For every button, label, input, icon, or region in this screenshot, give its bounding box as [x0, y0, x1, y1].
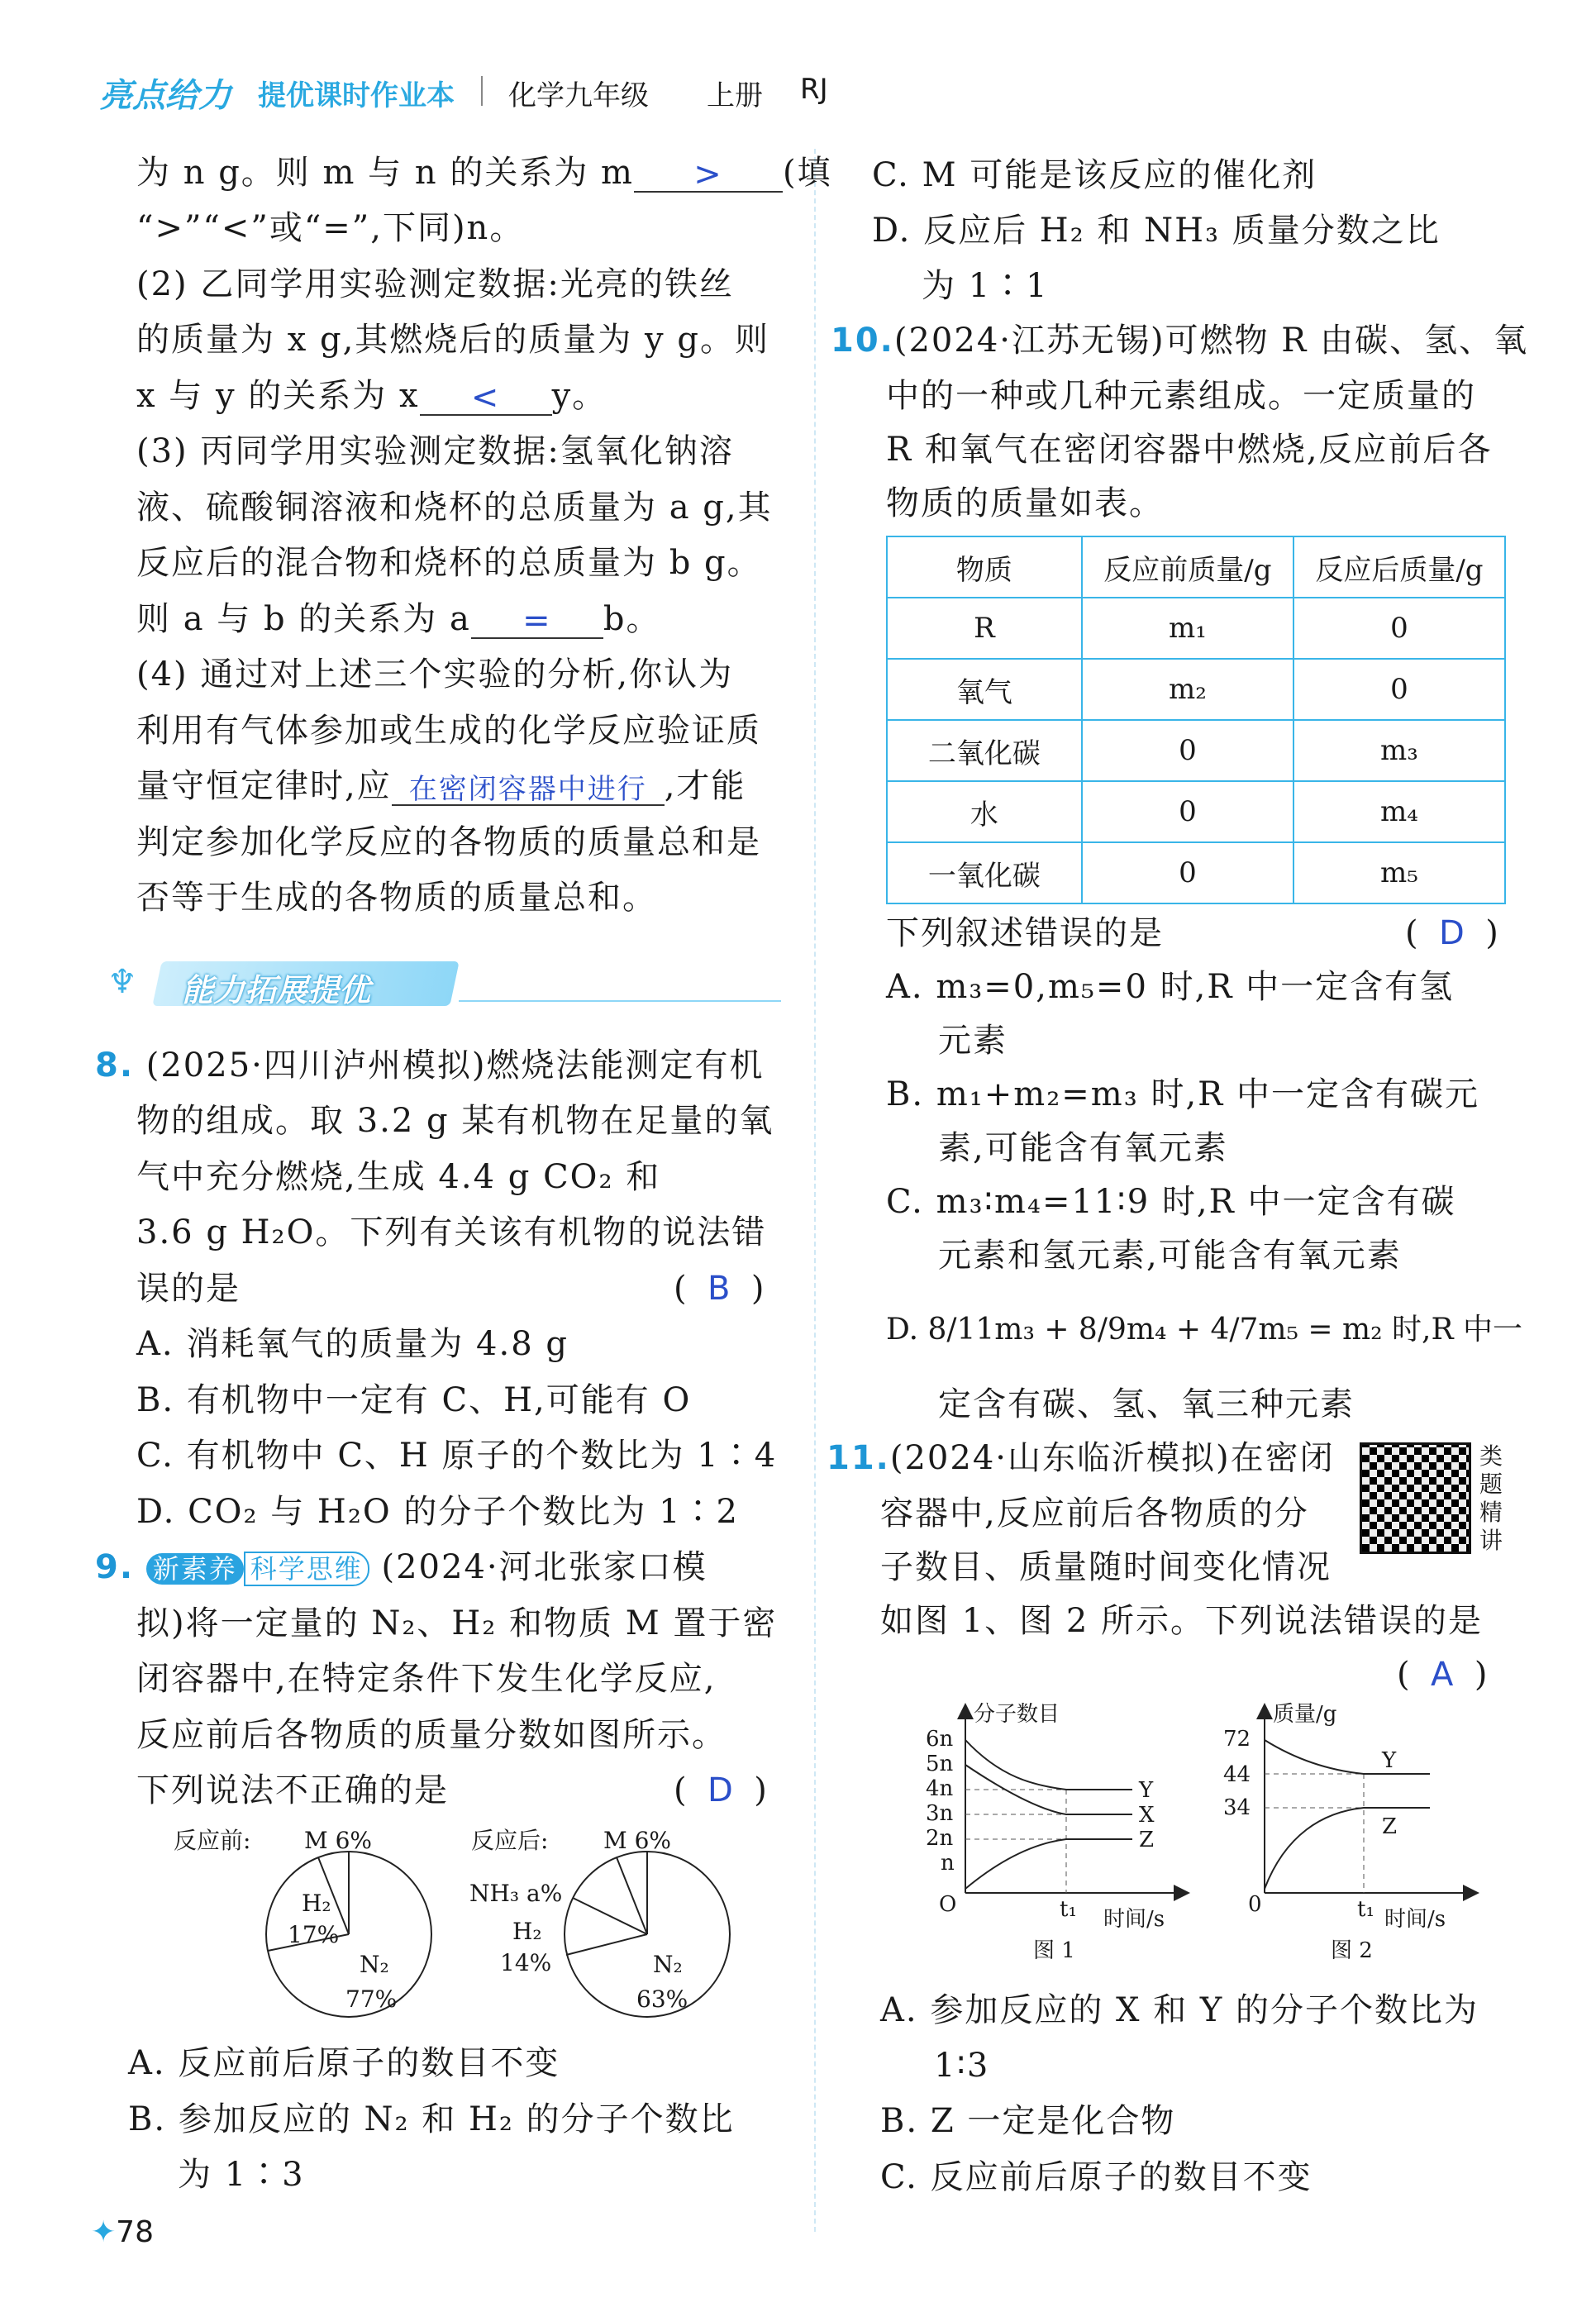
pie-after-nh3-label: NH₃ a%	[469, 1880, 563, 1907]
q9-line-3: 闭容器中,在特定条件下发生化学反应,	[136, 1660, 717, 1698]
table-row: R m₁ 0	[887, 598, 1505, 659]
section-rule	[459, 1000, 781, 1002]
q8-line-4: 3.6 g H₂O。下列有关该有机物的说法错	[136, 1213, 767, 1251]
figure-1	[926, 1702, 1182, 1963]
q9-option-b-cont: 为 1∶3	[178, 2156, 305, 2194]
fig1-tick: 6n	[926, 1727, 954, 1752]
q7-line-12: 量守恒定律时,应 在密闭容器中进行 ,才能	[136, 767, 746, 806]
q7-answer-3: =	[522, 602, 552, 640]
q11-line-1: 11.(2024·山东临沂模拟)在密闭	[827, 1439, 1335, 1477]
pie-after-edge-4	[566, 1934, 647, 1955]
pie-after-edge-3	[573, 1898, 647, 1934]
q10-number: 10.	[831, 322, 894, 360]
pie-after-edge-2	[617, 1857, 647, 1934]
table-row: 一氧化碳 0 m₅	[887, 842, 1505, 903]
table-header: 反应后质量/g	[1293, 536, 1505, 598]
q7-line-7: 液、硫酸铜溶液和烧杯的总质量为 a g,其	[136, 489, 773, 527]
q10-line-1: 10.(2024·江苏无锡)可燃物 R 由碳、氢、氧	[831, 322, 1529, 360]
fig2-caption: 图 2	[1331, 1938, 1373, 1963]
q10-option-a-cont: 元素	[938, 1022, 1008, 1060]
q11-figures	[909, 1695, 1488, 1967]
q9-option-d: D. 反应后 H₂ 和 NH₃ 质量分数之比	[872, 212, 1441, 250]
pie-before	[174, 1827, 431, 2017]
q8-answer: B	[707, 1270, 731, 1308]
section-banner	[107, 955, 455, 1013]
q8-option-a: A. 消耗氧气的质量为 4.8 g	[136, 1325, 569, 1363]
subject: 化学九年级	[508, 79, 649, 112]
tag-science-thinking: 科学思维	[244, 1552, 369, 1586]
fig2-tick: 34	[1223, 1795, 1251, 1820]
q10-line-3: R 和氧气在密闭容器中燃烧,反应前后各	[886, 431, 1493, 469]
fig1-tick: 5n	[926, 1752, 954, 1776]
q11-option-a: A. 参加反应的 X 和 Y 的分子个数比为	[880, 1991, 1479, 2029]
fig2-label-y: Y	[1382, 1748, 1397, 1773]
table-header: 反应前质量/g	[1082, 536, 1293, 598]
pie-after-title: 反应后:	[471, 1827, 549, 1854]
fig2-label-z: Z	[1382, 1814, 1398, 1839]
fig1-origin: O	[939, 1892, 957, 1917]
figure-2	[1223, 1702, 1471, 1963]
q10-answer: D	[1439, 914, 1465, 952]
q9-option-c: C. M 可能是该反应的催化剂	[872, 156, 1317, 194]
pie-before-n-label: N₂	[360, 1951, 389, 1978]
pie-after-n-value: 63%	[636, 1985, 688, 2013]
q7-line-2: “>”“<”或“=”,下同)n。	[136, 209, 525, 247]
q10-answer-bracket: ( D )	[1405, 914, 1498, 952]
fig2-line-y	[1265, 1740, 1430, 1774]
q11-option-c: C. 反应前后原子的数目不变	[880, 2158, 1313, 2196]
q9-line-4: 反应前后各物质的质量分数如图所示。	[136, 1716, 727, 1754]
pie-after-h-value: 14%	[500, 1949, 552, 1976]
q9-answer: D	[707, 1771, 733, 1809]
q7-line-4: 的质量为 x g,其燃烧后的质量为 y g。则	[136, 321, 769, 359]
pie-before-m-label: M 6%	[304, 1827, 372, 1854]
q9-option-a: A. 反应前后原子的数目不变	[128, 2044, 560, 2082]
q10-option-b: B. m₁+m₂=m₃ 时,R 中一定含有碳元	[886, 1075, 1480, 1113]
table-header: 物质	[887, 536, 1082, 598]
column-divider	[814, 149, 816, 2232]
table-row: 水 0 m₄	[887, 781, 1505, 842]
series-title: 提优课时作业本	[258, 79, 455, 112]
q7-line-6: (3) 丙同学用实验测定数据:氢氧化钠溶	[136, 432, 734, 470]
q8-option-b: B. 有机物中一定有 C、H,可能有 O	[136, 1381, 692, 1419]
q11-line-2: 容器中,反应前后各物质的分	[880, 1494, 1309, 1533]
header-divider	[481, 76, 483, 106]
volume: 上册	[707, 79, 763, 112]
q10-option-d: D. 8/11m₃ + 8/9m₄ + 4/7m₅ = m₂ 时,R 中一	[886, 1313, 1523, 1347]
q8-answer-bracket: ( B )	[674, 1270, 765, 1308]
q7-answer-2: <	[470, 379, 501, 417]
q8-line-2: 物的组成。取 3.2 g 某有机物在足量的氧	[136, 1102, 774, 1140]
pie-after	[469, 1827, 730, 2017]
fig1-label-x: X	[1139, 1803, 1155, 1828]
fig2-line-z	[1265, 1808, 1430, 1889]
table-row: 二氧化碳 0 m₃	[887, 720, 1505, 781]
fig1-xlabel: 时间/s	[1103, 1907, 1165, 1932]
q7-line-14: 否等于生成的各物质的质量总和。	[136, 879, 657, 917]
q9-answer-bracket: ( D )	[674, 1771, 767, 1809]
pie-after-m-label: M 6%	[603, 1827, 671, 1854]
q7-line-9: 则 a 与 b 的关系为 a = b。	[136, 600, 661, 640]
fig2-tick: 44	[1223, 1762, 1251, 1787]
section-title: 能力拓展提优	[182, 972, 371, 1008]
fig1-ylabel: 分子数目	[974, 1702, 1060, 1727]
fig2-origin: 0	[1248, 1892, 1262, 1917]
pie-before-h-value: 17%	[288, 1921, 340, 1948]
q10-option-c: C. m₃∶m₄=11∶9 时,R 中一定含有碳	[886, 1183, 1456, 1221]
q9-option-b: B. 参加反应的 N₂ 和 H₂ 的分子个数比	[128, 2100, 735, 2138]
edition: RJ	[800, 73, 828, 106]
pie-charts	[165, 1819, 760, 2033]
q9-number: 9.	[95, 1548, 135, 1586]
q8-number: 8.	[95, 1046, 135, 1084]
pie-before-title: 反应前:	[174, 1827, 251, 1854]
fig1-line-z	[965, 1839, 1132, 1889]
q10-option-a: A. m₃=0,m₅=0 时,R 中一定含有氢	[886, 968, 1455, 1006]
qr-caption: 类题精讲	[1479, 1442, 1503, 1554]
pie-before-h-label: H₂	[302, 1890, 331, 1917]
q11-line-4: 如图 1、图 2 所示。下列说法错误的是	[880, 1602, 1484, 1640]
q7-line-5: x 与 y 的关系为 x < y。	[136, 377, 607, 417]
fig1-label-z: Z	[1139, 1828, 1155, 1852]
page-number: ✦78	[91, 2215, 154, 2249]
fig2-ylabel: 质量/g	[1273, 1702, 1337, 1727]
q10-option-d-cont: 定含有碳、氢、氧三种元素	[938, 1385, 1355, 1423]
trophy-icon: ♆	[107, 963, 137, 1001]
fig2-xlabel: 时间/s	[1384, 1907, 1446, 1932]
q10-option-c-cont: 元素和氢元素,可能含有氧元素	[938, 1237, 1402, 1275]
q8-line-1: 8. (2025·四川泸州模拟)燃烧法能测定有机	[95, 1046, 765, 1084]
pie-after-h-label: H₂	[512, 1918, 542, 1945]
q11-option-b: B. Z 一定是化合物	[880, 2102, 1176, 2140]
q7-line-8: 反应后的混合物和烧杯的总质量为 b g。	[136, 544, 762, 582]
qr-code[interactable]	[1360, 1442, 1471, 1554]
q10-line-4: 物质的质量如表。	[886, 484, 1164, 522]
fig2-t1: t₁	[1357, 1897, 1374, 1922]
q8-option-c: C. 有机物中 C、H 原子的个数比为 1∶4	[136, 1437, 778, 1475]
sparkle-icon: ✦	[91, 2215, 117, 2249]
q11-line-3: 子数目、质量随时间变化情况	[880, 1548, 1332, 1586]
q10-line-5: 下列叙述错误的是	[886, 914, 1164, 952]
q11-number: 11.	[827, 1439, 890, 1477]
fig1-line-y	[965, 1740, 1132, 1790]
q10-option-b-cont: 素,可能含有氧元素	[938, 1129, 1228, 1167]
q9-line-2: 拟)将一定量的 N₂、H₂ 和物质 M 置于密	[136, 1604, 778, 1642]
q7-line-3: (2) 乙同学用实验测定数据:光亮的铁丝	[136, 265, 734, 303]
q9-option-d-cont: 为 1∶1	[922, 267, 1049, 305]
q7-line-10: (4) 通过对上述三个实验的分析,你认为	[136, 655, 734, 694]
q7-line-13: 判定参加化学反应的各物质的质量总和是	[136, 823, 761, 861]
q9-line-5: 下列说法不正确的是	[136, 1771, 449, 1809]
pie-after-n-label: N₂	[653, 1951, 683, 1978]
q7-answer-4: 在密闭容器中进行	[408, 773, 647, 806]
pie-before-n-value: 77%	[345, 1985, 398, 2013]
q11-answer-bracket: ( A )	[1397, 1656, 1488, 1694]
q7-line-11: 利用有气体参加或生成的化学反应验证质	[136, 712, 761, 750]
fig1-label-y: Y	[1139, 1778, 1154, 1803]
q11-option-a-cont: 1∶3	[934, 2047, 990, 2085]
fig1-tick: n	[941, 1851, 955, 1876]
fig1-tick: 3n	[926, 1801, 954, 1826]
fig1-caption: 图 1	[1033, 1938, 1075, 1963]
q8-option-d: D. CO₂ 与 H₂O 的分子个数比为 1∶2	[136, 1493, 739, 1531]
brand-logo: 亮点给力	[99, 77, 231, 115]
fig1-tick: 2n	[926, 1826, 954, 1851]
fig2-tick: 72	[1223, 1727, 1251, 1752]
q8-line-3: 气中充分燃烧,生成 4.4 g CO₂ 和	[136, 1158, 661, 1196]
q11-answer: A	[1431, 1656, 1454, 1694]
table-row: 氧气 m₂ 0	[887, 659, 1505, 720]
q7-line-1: 为 n g。则 m 与 n 的关系为 m > (填	[136, 154, 832, 193]
mass-table	[886, 536, 1506, 904]
fig1-tick: 4n	[926, 1776, 954, 1801]
q9-line-1: 9. 新素养 科学思维 (2024·河北张家口模	[95, 1548, 707, 1586]
table-header-row	[887, 536, 1505, 598]
q10-line-2: 中的一种或几种元素组成。一定质量的	[886, 377, 1476, 415]
q8-line-5: 误的是	[136, 1270, 241, 1308]
fig1-t1: t₁	[1060, 1897, 1077, 1922]
q7-answer-1: >	[693, 155, 723, 193]
tag-new-literacy: 新素养	[146, 1553, 244, 1585]
